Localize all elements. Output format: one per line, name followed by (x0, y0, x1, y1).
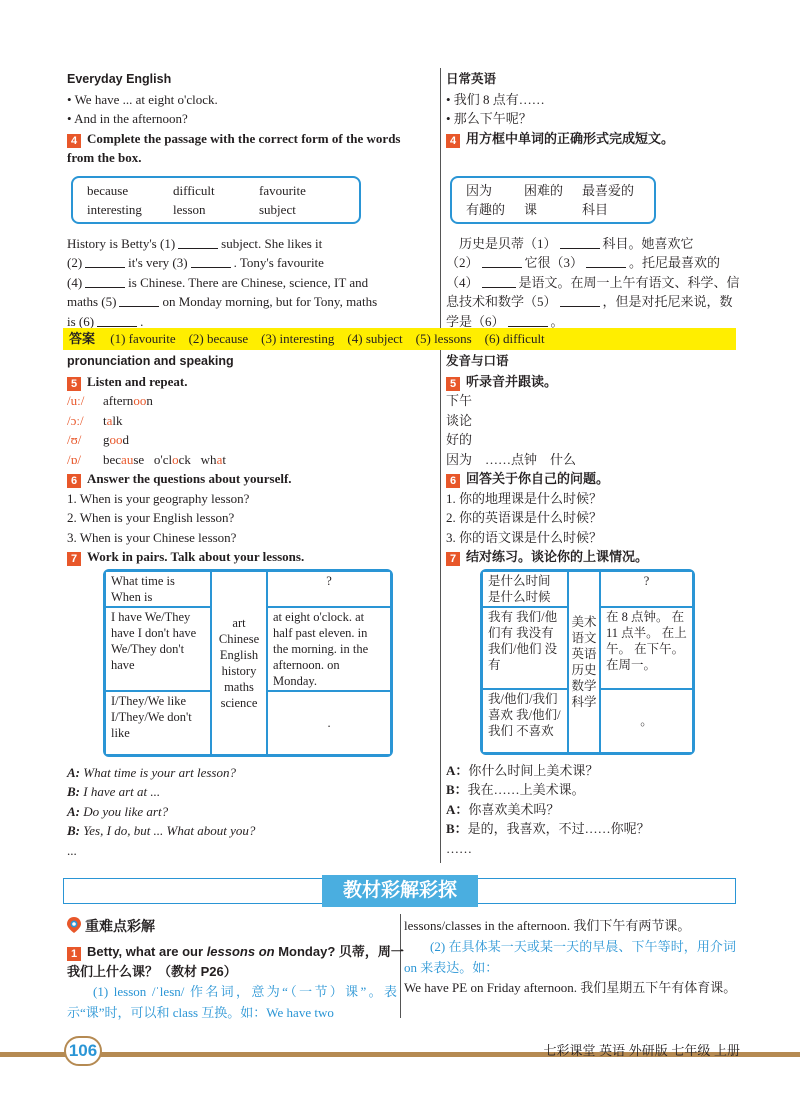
explanation-para-1: (1) lesson /ˈlesn/ 作名词，意为“（一节）课”。表示“课”时，可以和 class 互换。如：We have two (67, 984, 397, 1020)
word-box-cn: 因为 困难的 最喜爱的 有趣的 课 科目 (450, 176, 656, 224)
left-column (67, 70, 435, 331)
everyday-title-cn: 日常英语 (446, 72, 497, 86)
left-lower (67, 352, 435, 860)
everyday-line-1: • We have ... at eight o'clock. (67, 91, 218, 107)
passage-cn: 历史是贝蒂（1） 科目。她喜欢它 （2） 它很（3） 。托尼最喜欢的 （4） 是语文。在周一上午有语文、科学、信 息技术和数学（5） ，但是对托尼来说，数 学是（6） 。 (446, 235, 740, 329)
explanation-right (404, 916, 736, 997)
question-2: 2. When is your English lesson? (67, 510, 235, 525)
explanation-para-2: (2) 在具体某一天或某一天的早晨、下午等时，用介词 on 来表达。如： (404, 938, 736, 975)
question-2-cn: 2. 你的英语课是什么时候？ (446, 510, 603, 525)
blank[interactable] (482, 256, 522, 268)
everyday-line-2: • And in the afternoon? (67, 111, 188, 126)
section-5-title: 5 Listen and repeat. (67, 372, 435, 392)
word-cn: 因为 ……点钟 什么 (446, 451, 577, 467)
location-pin-icon (67, 917, 81, 939)
blank[interactable] (85, 276, 125, 288)
blank[interactable] (85, 256, 125, 268)
explanation-para-1-cont: lessons/classes in the afternoon. 我们下午有两节课。 (404, 918, 691, 933)
section-6-title-cn: 6 回答关于你自己的问题。 (446, 469, 738, 489)
explanation-title: 重难点彩解 (67, 917, 397, 939)
column-divider (440, 68, 441, 863)
section-7-title: 7 Work in pairs. Talk about your lessons. (67, 547, 435, 567)
phonetic-row: /ɒ/ because o'clock what (67, 451, 226, 467)
question-3: 3. When is your Chinese lesson? (67, 529, 237, 545)
everyday-title: Everyday English (67, 72, 172, 86)
dialogue: A: What time is your art lesson? B: I have art at ... A: Do you like art? B: Yes, I do, but ... What about you? ... (67, 764, 256, 858)
word-cn: 下午 (446, 393, 473, 408)
section-4-title: 4 Complete the passage with the correct form of the words (67, 129, 435, 149)
section-banner-title: 教材彩解彩探 (322, 875, 478, 907)
answer-text: (1) favourite (2) because (3) interesting (4) subject (5) lessons (6) difficult (110, 331, 545, 346)
explanation-item-cont: 我们上什么课？（教材 P26） (67, 963, 237, 979)
pronunciation-title-cn: 发音与口语 (446, 354, 509, 368)
answer-label: 答案 (69, 331, 96, 346)
question-3-cn: 3. 你的语文课是什么时候？ (446, 529, 603, 545)
bottom-column-divider (400, 914, 401, 1018)
answer-bar (63, 328, 736, 350)
word-box (71, 176, 361, 224)
section-number: 4 (67, 134, 81, 148)
blank[interactable] (560, 237, 600, 249)
question-1: 1. When is your geography lesson? (67, 490, 250, 506)
explanation-item: 1 Betty, what are our lessons on Monday? 贝蒂，周一 (67, 942, 397, 962)
blank[interactable] (560, 295, 600, 307)
blank[interactable] (508, 315, 548, 327)
footer-book-info: 七彩课堂 英语 外研版 七年级 上册 (543, 1043, 740, 1058)
passage: History is Betty's (1) subject. She likes it (2) it's very (3) . Tony's favourite (4) is Chinese. There are Chinese, science, IT and maths (5) on Monday morning, but for Tony, maths is (6) . (67, 235, 378, 329)
word-box-row: interesting lesson subject (87, 201, 296, 217)
blank[interactable] (586, 256, 626, 268)
word-cn: 谈论 (446, 412, 473, 428)
substitution-table-cn: 是什么时间 是什么时候 美术 语文 英语 历史 数学 科学 ? 我有 我们/他们有 我没有 我们/他们 没有 在 8 点钟。 在 11 点半。 在上午。 在下午。 在周一。 我/他们/我们 喜欢 我/他们/我们 不喜欢 。 (480, 569, 695, 755)
blank[interactable] (178, 237, 218, 249)
section-4-title-cn: 4 用方框中单词的正确形式完成短文。 (446, 129, 738, 149)
question-1-cn: 1. 你的地理课是什么时候？ (446, 490, 603, 506)
right-column (446, 70, 738, 331)
word-box-row: because difficult favourite (87, 182, 306, 198)
substitution-table: What time is When is art Chinese English history maths science ? I have We/They have I don't have We/They don't have at eight o'clock. at half past eleven. in the morning. in the afternoon. on Monday. I/They/We like I/They/We don't like . (103, 569, 393, 757)
section-5-title-cn: 5 听录音并跟读。 (446, 372, 738, 392)
everyday-line-1-cn: • 我们 8 点有…… (446, 91, 545, 107)
dialogue-cn: A：你什么时间上美术课？ B：我在……上美术课。 A：你喜欢美术吗？ B：是的，我喜欢，不过……你呢？ …… (446, 762, 650, 856)
explanation-left (67, 917, 404, 1023)
phonetic-row: /ʊ/ good (67, 432, 129, 447)
section-6-title: 6 Answer the questions about yourself. (67, 469, 435, 489)
section-4-title-cont: from the box. (67, 150, 142, 165)
blank[interactable] (191, 256, 231, 268)
section-7-title-cn: 7 结对练习。谈论你的上课情况。 (446, 547, 738, 567)
phonetic-row: /ɔː/ talk (67, 412, 123, 428)
word-cn: 好的 (446, 432, 473, 447)
pronunciation-title: pronunciation and speaking (67, 354, 234, 368)
blank[interactable] (119, 295, 159, 307)
page-number: 106 (64, 1036, 102, 1066)
right-lower (446, 352, 738, 858)
blank[interactable] (97, 315, 137, 327)
explanation-para-2-example: We have PE on Friday afternoon. 我们星期五下午有体育课。 (404, 979, 737, 995)
blank[interactable] (482, 276, 516, 288)
everyday-line-2-cn: • 那么下午呢？ (446, 111, 532, 126)
phonetic-row: /uː/ afternoon (67, 393, 153, 408)
